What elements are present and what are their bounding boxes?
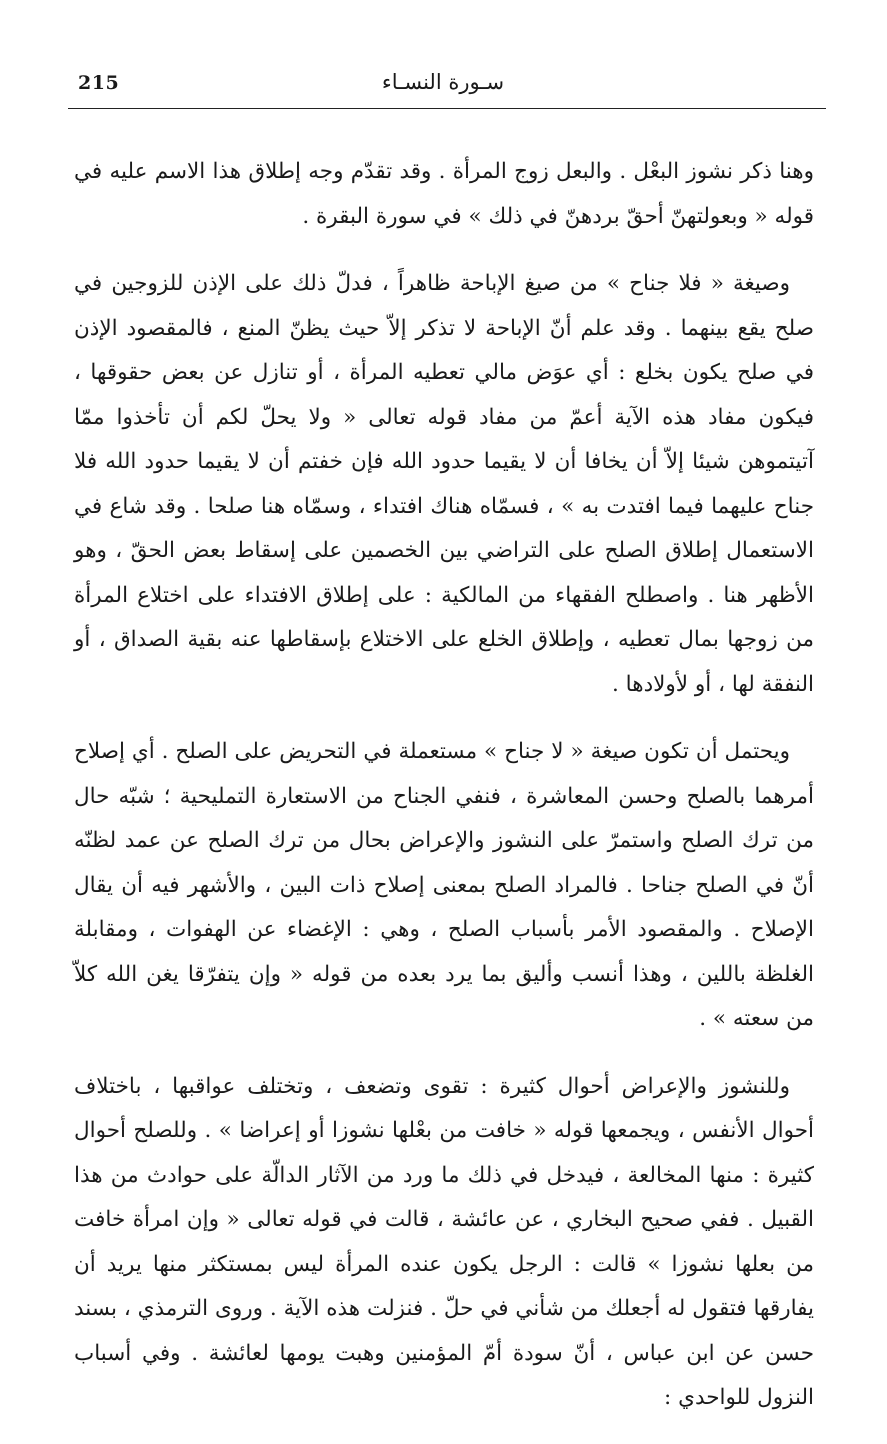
paragraph: وللنشوز والإعراض أحوال كثيرة : تقوى وتضعف ، وتختلف عواقبها ، باختلاف أحوال الأنفس ، ويجمعها قوله « خافت من بعْلها نشوزا أو إعراضا » . وللصلح أحوال كثيرة : منها المخالعة ، فيدخل في ذلك ما ورد من الآثار الدالّة على حوادث من هذا القبيل . ففي صحيح البخاري ، عن عائشة ، قالت في قوله تعالى « وإن امرأة خافت من بعلها نشوزا » قالت : الرجل يكون عنده المرأة ليس بمستكثر منها يريد أن يفارقها فتقول له أجعلك من شأني في حلّ . فنزلت هذه الآية . وروى الترمذي ، بسند حسن عن ابن عباس ، أنّ سودة أمّ المؤمنين وهبت يومها لعائشة . وفي أسباب النزول للواحدي : [74,1073,814,1410]
running-title: سـورة النسـاء [381,70,505,94]
header-rule [68,108,826,109]
paragraph: وصيغة « فلا جناح » من صيغ الإباحة ظاهراً ، فدلّ ذلك على الإذن للزوجين في صلح يقع بينهما . وقد علم أنّ الإباحة لا تذكر إلاّ حيث يظنّ المنع ، فالمقصود الإذن في صلح يكون بخلع : أي عوَض مالي تعطيه المرأة ، أو تنازل عن بعض حقوقها ، فيكون مفاد هذه الآية أعمّ من مفاد قوله تعالى « ولا يحلّ لكم أن تأخذوا ممّا آتيتموهن شيئا إلاّ أن يخافا أن لا يقيما حدود الله فإن خفتم أن لا يقيما حدود الله فلا جناح عليهما فيما افتدت به » ، فسمّاه هناك افتداء ، وسمّاه هنا صلحا . وقد شاع في الاستعمال إطلاق الصلح على التراضي بين الخصمين على إسقاط بعض الحقّ ، وهو الأظهر هنا . واصطلح الفقهاء من المالكية : على إطلاق الافتداء على اختلاع المرأة من زوجها بمال تعطيه ، وإطلاق الخلع على الاختلاع بإسقاطها عنه بقية الصداق ، أو النفقة لها ، أو لأولادها . [74,271,814,697]
paragraph: ويحتمل أن تكون صيغة « لا جناح » مستعملة في التحريض على الصلح . أي إصلاح أمرهما بالصلح وحسن المعاشرة ، فنفي الجناح من الاستعارة التمليحية ؛ شبّه حال من ترك الصلح واستمرّ على النشوز والإعراض بحال من ترك الصلح عن عمد لظنّه أنّ في الصلح جناحا . فالمراد الصلح بمعنى إصلاح ذات البين ، والأشهر فيه أن يقال الإصلاح . والمقصود الأمر بأسباب الصلح ، وهي : الإغضاء عن الهفوات ، ومقابلة الغلظة باللين ، وهذا أنسب وأليق بما يرد بعده من قوله « وإن يتفرّقا يغن الله كلاّ من سعته » . [74,739,814,1031]
page-number: 215 [78,72,120,94]
page-header [60,58,826,116]
paragraph: وهنا ذكر نشوز البعْل . والبعل زوج المرأة . وقد تقدّم وجه إطلاق هذا الاسم عليه في قوله « وبعولتهنّ أحقّ بردهنّ في ذلك » في سورة البقرة . [74,159,814,229]
body-text [74,150,814,1444]
